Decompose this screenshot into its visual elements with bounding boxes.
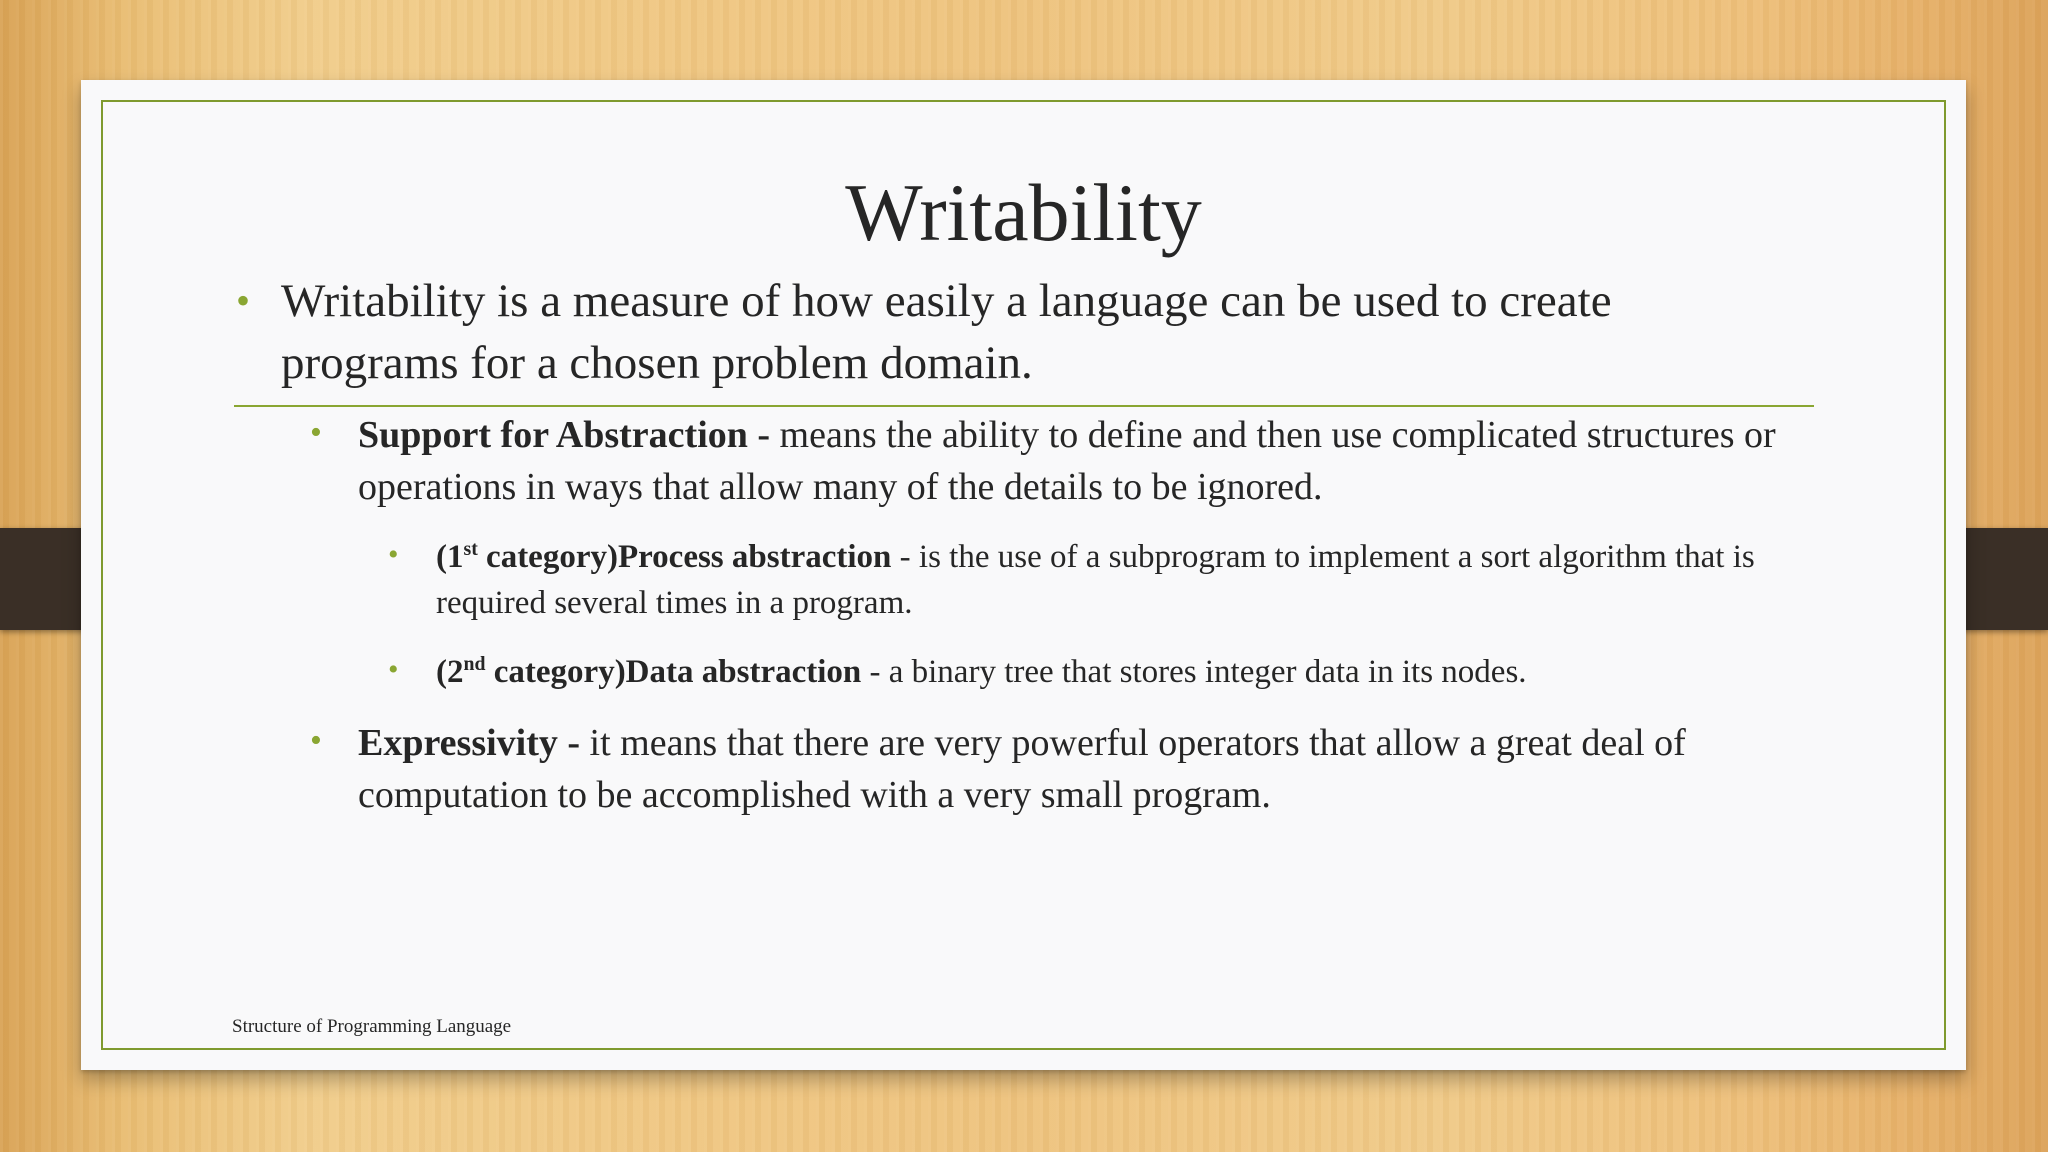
expressivity-term: Expressivity - bbox=[358, 722, 590, 764]
process-term: category)Process abstraction bbox=[477, 539, 892, 575]
bullet-expressivity bbox=[310, 717, 1858, 821]
data-prefix: (2 bbox=[436, 654, 464, 690]
process-prefix: (1 bbox=[436, 539, 464, 575]
bullet-process-abstraction bbox=[388, 534, 1776, 626]
bullet-data-abstraction bbox=[388, 649, 1776, 695]
slide bbox=[81, 80, 1966, 1070]
data-text: - a binary tree that stores integer data in its nodes. bbox=[861, 654, 1527, 690]
abstraction-term: Support for Abstraction - bbox=[358, 414, 771, 456]
divider-line bbox=[234, 405, 1814, 407]
process-sup: st bbox=[463, 538, 478, 560]
data-term: category)Data abstraction bbox=[485, 654, 862, 690]
slide-footer: Structure of Programming Language bbox=[232, 1016, 512, 1037]
process-text: - is the use of a subprogram to implement a sort algorithm that is required several times in a program. bbox=[436, 539, 1755, 621]
bullet-dot: • bbox=[310, 414, 322, 451]
bullet-dot: • bbox=[236, 278, 251, 323]
bullet-dot: • bbox=[388, 538, 399, 571]
bullet-dot: • bbox=[388, 653, 399, 686]
bullet-writability-text: Writability is a measure of how easily a language can be used to create programs for a chosen problem domain. bbox=[281, 275, 1612, 389]
slide-title: Writability bbox=[845, 167, 1202, 258]
expressivity-text: it means that there are very powerful operators that allow a great deal of computation to be accomplished with a very small program. bbox=[358, 722, 1686, 816]
bullet-dot: • bbox=[310, 722, 322, 759]
data-sup: nd bbox=[463, 653, 486, 675]
abstraction-text: means the ability to define and then use complicated structures or operations in ways that allow many of the details to be ignored. bbox=[358, 414, 1776, 508]
bullet-abstraction bbox=[310, 409, 1858, 513]
bullet-writability bbox=[236, 270, 1781, 394]
